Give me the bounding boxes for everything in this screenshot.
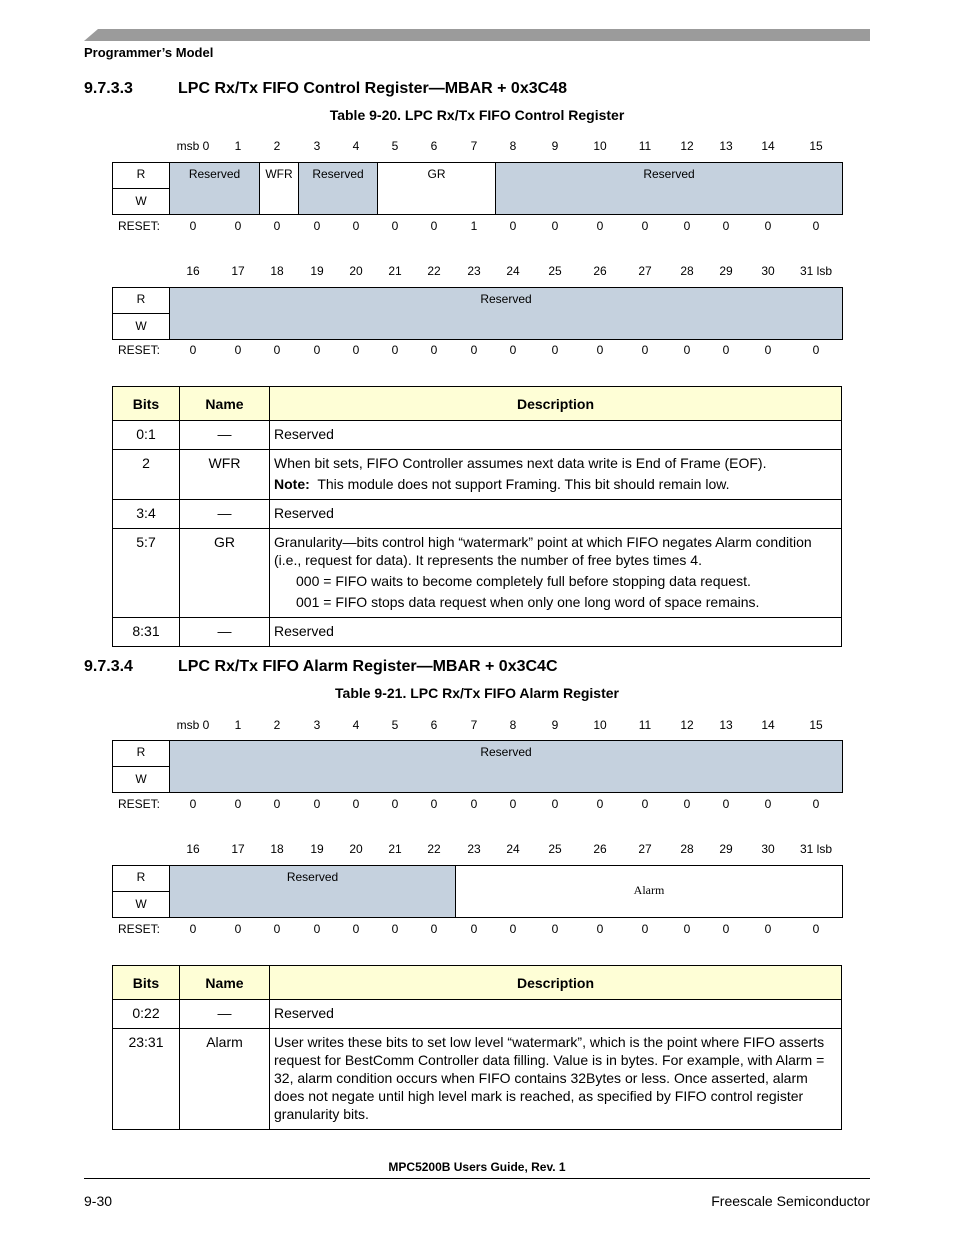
- reset-value: 0: [722, 219, 730, 233]
- reset-value: 0: [551, 797, 559, 811]
- reset-value: 0: [391, 343, 399, 357]
- cell-bits: 3:4: [113, 500, 180, 529]
- bit-number: 11: [638, 139, 652, 153]
- bit-number: 18: [270, 842, 284, 856]
- cell-name: —: [180, 421, 270, 450]
- bit-number: 9: [551, 139, 559, 153]
- cell-bits: 5:7: [113, 529, 180, 618]
- bit-number: msb 0: [176, 718, 210, 732]
- bit-number: 22: [427, 842, 441, 856]
- bit-number: 16: [186, 842, 200, 856]
- note-label: Note:: [274, 476, 310, 492]
- description-text: Granularity—bits control high “watermark” point at which FIFO negates Alarm condition (i.e., request for data). It represents the number of free bytes times 4.: [274, 534, 812, 568]
- cell-bits: 8:31: [113, 618, 180, 647]
- bit-number: 24: [506, 264, 520, 278]
- section-title: LPC Rx/Tx FIFO Control Register—MBAR + 0x3C48: [178, 80, 567, 97]
- bit-number: 12: [680, 139, 694, 153]
- header-bits: Bits: [113, 966, 180, 1000]
- company-name: Freescale Semiconductor: [711, 1193, 870, 1209]
- table-title-alarm: Table 9-21. LPC Rx/Tx FIFO Alarm Register: [335, 685, 619, 701]
- cell-description: [270, 529, 842, 618]
- reset-value: 0: [313, 797, 321, 811]
- bit-number: 26: [593, 842, 607, 856]
- bit-number: 31 lsb: [799, 842, 833, 856]
- field-wfr: WFR: [259, 163, 298, 214]
- field-reserved-8-15: Reserved: [495, 163, 842, 214]
- reset-label: RESET:: [118, 797, 161, 811]
- read-label: R: [136, 292, 146, 306]
- reset-value: 0: [683, 343, 691, 357]
- cell-name: —: [180, 1000, 270, 1029]
- bit-number: 9: [551, 718, 559, 732]
- header-bar: [84, 29, 870, 41]
- bit-number: 3: [313, 139, 321, 153]
- reset-value: 0: [470, 797, 478, 811]
- reset-value: 0: [509, 219, 517, 233]
- cell-name: GR: [180, 529, 270, 618]
- bit-number: 28: [680, 842, 694, 856]
- bit-number: 1: [234, 139, 242, 153]
- option-000: 000 = FIFO waits to become completely full before stopping data request.: [296, 573, 751, 589]
- reset-value: 0: [722, 922, 730, 936]
- bit-number: 20: [349, 842, 363, 856]
- reset-value: 0: [812, 797, 820, 811]
- cell-name: —: [180, 618, 270, 647]
- bit-number: 11: [638, 718, 652, 732]
- reset-value: 0: [551, 219, 559, 233]
- reset-value: 0: [352, 922, 360, 936]
- table-row: [113, 1029, 842, 1130]
- reset-value: 0: [273, 922, 281, 936]
- reset-value: 0: [596, 343, 604, 357]
- section-heading-control: [84, 80, 567, 98]
- reset-value: 0: [234, 219, 242, 233]
- reset-value: 0: [509, 797, 517, 811]
- table-row: [113, 450, 842, 500]
- register-control-bottom: [112, 287, 843, 340]
- reset-value: 0: [430, 219, 438, 233]
- table-row: [113, 1000, 842, 1029]
- reset-value: 0: [551, 922, 559, 936]
- description-text: When bit sets, FIFO Controller assumes next data write is End of Frame (EOF).: [274, 455, 767, 471]
- section-number: 9.7.3.3: [84, 80, 133, 97]
- reset-value: 0: [234, 343, 242, 357]
- table-row: [113, 529, 842, 618]
- running-head: Programmer’s Model: [84, 45, 214, 60]
- cell-bits: 0:22: [113, 1000, 180, 1029]
- write-label: W: [135, 772, 147, 786]
- bit-number: 7: [470, 139, 478, 153]
- reset-value: 0: [430, 797, 438, 811]
- reset-value: 0: [551, 343, 559, 357]
- description-table-alarm: [112, 965, 842, 1130]
- reset-value: 0: [352, 219, 360, 233]
- reset-value: 0: [470, 922, 478, 936]
- reset-value: 0: [430, 922, 438, 936]
- bit-number: 19: [310, 842, 324, 856]
- bit-number: 5: [391, 139, 399, 153]
- reset-value: 0: [509, 343, 517, 357]
- bit-number: 16: [186, 264, 200, 278]
- bit-number: 14: [761, 718, 775, 732]
- bit-number: 8: [509, 718, 517, 732]
- write-label: W: [135, 319, 147, 333]
- reset-value: 0: [234, 797, 242, 811]
- bit-number: 31 lsb: [799, 264, 833, 278]
- reset-value: 0: [313, 922, 321, 936]
- bit-number: 29: [719, 264, 733, 278]
- reset-value: 0: [683, 219, 691, 233]
- reset-value: 0: [391, 922, 399, 936]
- bit-number: 6: [430, 718, 438, 732]
- cell-bits: 23:31: [113, 1029, 180, 1130]
- bit-number: 8: [509, 139, 517, 153]
- reset-value: 0: [352, 797, 360, 811]
- field-reserved-0-1: Reserved: [170, 163, 259, 214]
- bit-number: 24: [506, 842, 520, 856]
- field-gr: GR: [377, 163, 495, 214]
- note-text: This module does not support Framing. This bit should remain low.: [317, 476, 730, 492]
- bit-number: 29: [719, 842, 733, 856]
- cell-description: Reserved: [270, 421, 842, 450]
- register-alarm-bottom: [112, 865, 843, 918]
- page-number: 9-30: [84, 1193, 113, 1209]
- reset-value: 0: [764, 343, 772, 357]
- bit-number: 25: [548, 264, 562, 278]
- reset-label: RESET:: [118, 922, 161, 936]
- reset-value: 0: [812, 922, 820, 936]
- field-reserved-3-4: Reserved: [298, 163, 377, 214]
- footer-title: MPC5200B Users Guide, Rev. 1: [388, 1160, 566, 1174]
- reset-value: 0: [641, 797, 649, 811]
- bit-number: 5: [391, 718, 399, 732]
- reset-value: 0: [683, 797, 691, 811]
- cell-description: [270, 450, 842, 500]
- bit-number: 18: [270, 264, 284, 278]
- reset-value: 0: [683, 922, 691, 936]
- bit-number: 13: [719, 139, 733, 153]
- section-number: 9.7.3.4: [84, 658, 133, 675]
- note: [274, 475, 837, 493]
- header-name: Name: [180, 966, 270, 1000]
- cell-bits: 2: [113, 450, 180, 500]
- bit-number: 28: [680, 264, 694, 278]
- cell-bits: 0:1: [113, 421, 180, 450]
- reset-value: 0: [234, 922, 242, 936]
- reset-value: 0: [596, 922, 604, 936]
- reset-value: 0: [313, 343, 321, 357]
- bit-number: 4: [352, 718, 360, 732]
- bit-number: 14: [761, 139, 775, 153]
- cell-name: —: [180, 500, 270, 529]
- reset-value: 0: [273, 797, 281, 811]
- reset-label: RESET:: [118, 343, 161, 357]
- reset-value: 0: [722, 797, 730, 811]
- read-label: R: [136, 745, 146, 759]
- reset-value: 0: [641, 343, 649, 357]
- bit-number: 13: [719, 718, 733, 732]
- table-row: [113, 421, 842, 450]
- cell-description: User writes these bits to set low level “watermark”, which is the point where FIFO asserts request for BestComm Controller data filling. Value is in bytes. For example, with Alarm = 32, alarm condition occurs when FIFO contains 32Bytes or less. Once asserted, alarm does not negate until high level mark is reached, as specified by FIFO control register granularity bits.: [270, 1029, 842, 1130]
- bit-number: 2: [273, 718, 281, 732]
- reset-value: 0: [189, 797, 197, 811]
- bit-number: 7: [470, 718, 478, 732]
- bit-number: 30: [761, 842, 775, 856]
- bit-number: 1: [234, 718, 242, 732]
- bit-number: 22: [427, 264, 441, 278]
- header-description: Description: [270, 966, 842, 1000]
- bit-number: 10: [593, 718, 607, 732]
- table-title-control: Table 9-20. LPC Rx/Tx FIFO Control Register: [329, 107, 625, 123]
- cell-description: Reserved: [270, 618, 842, 647]
- reset-value: 0: [764, 219, 772, 233]
- bit-number: 10: [593, 139, 607, 153]
- option-001: 001 = FIFO stops data request when only one long word of space remains.: [296, 594, 760, 610]
- reset-label: RESET:: [118, 219, 161, 233]
- bit-number: 20: [349, 264, 363, 278]
- write-label: W: [135, 897, 147, 911]
- reset-value: 0: [812, 343, 820, 357]
- header-description: Description: [270, 387, 842, 421]
- reset-value: 0: [430, 343, 438, 357]
- reset-value: 0: [189, 922, 197, 936]
- read-label: R: [136, 167, 146, 181]
- field-alarm: Alarm: [455, 866, 842, 917]
- field-reserved-16-31: Reserved: [170, 288, 842, 339]
- bit-number: 27: [638, 264, 652, 278]
- bit-number: msb 0: [176, 139, 210, 153]
- footer-rule: [84, 1178, 870, 1179]
- description-table-control: [112, 386, 842, 647]
- write-label: W: [135, 194, 147, 208]
- bit-number: 26: [593, 264, 607, 278]
- bit-number: 4: [352, 139, 360, 153]
- reset-value: 0: [189, 219, 197, 233]
- bit-number: 17: [231, 842, 245, 856]
- reset-value: 0: [470, 343, 478, 357]
- bit-number: 23: [467, 264, 481, 278]
- cell-description: Reserved: [270, 1000, 842, 1029]
- reset-value: 0: [273, 219, 281, 233]
- register-alarm-top: [112, 740, 843, 793]
- bit-number: 21: [388, 842, 402, 856]
- bit-number: 15: [809, 718, 823, 732]
- bit-number: 3: [313, 718, 321, 732]
- header-name: Name: [180, 387, 270, 421]
- bit-number: 21: [388, 264, 402, 278]
- bit-number: 2: [273, 139, 281, 153]
- header-bits: Bits: [113, 387, 180, 421]
- bit-number: 19: [310, 264, 324, 278]
- reset-value: 0: [313, 219, 321, 233]
- reset-value: 0: [596, 219, 604, 233]
- read-label: R: [136, 870, 146, 884]
- cell-description: Reserved: [270, 500, 842, 529]
- field-reserved-0-15: Reserved: [170, 741, 842, 792]
- bit-number: 27: [638, 842, 652, 856]
- section-heading-alarm: [84, 658, 558, 676]
- reset-value: 0: [273, 343, 281, 357]
- reset-value: 0: [722, 343, 730, 357]
- reset-value: 0: [812, 219, 820, 233]
- bit-number: 23: [467, 842, 481, 856]
- bit-number: 12: [680, 718, 694, 732]
- reset-value: 0: [596, 797, 604, 811]
- table-row: [113, 618, 842, 647]
- bit-number: 17: [231, 264, 245, 278]
- register-control-top: [112, 162, 843, 215]
- bit-number: 15: [809, 139, 823, 153]
- section-title: LPC Rx/Tx FIFO Alarm Register—MBAR + 0x3C4C: [178, 658, 558, 675]
- reset-value: 0: [641, 922, 649, 936]
- field-reserved-16-22: Reserved: [170, 866, 455, 917]
- table-row: [113, 500, 842, 529]
- cell-name: Alarm: [180, 1029, 270, 1130]
- reset-value: 0: [352, 343, 360, 357]
- reset-value: 0: [764, 797, 772, 811]
- reset-value: 0: [641, 219, 649, 233]
- reset-value: 0: [189, 343, 197, 357]
- reset-value: 0: [764, 922, 772, 936]
- bit-number: 25: [548, 842, 562, 856]
- bit-number: 6: [430, 139, 438, 153]
- reset-value: 1: [470, 219, 478, 233]
- cell-name: WFR: [180, 450, 270, 500]
- reset-value: 0: [391, 219, 399, 233]
- reset-value: 0: [391, 797, 399, 811]
- reset-value: 0: [509, 922, 517, 936]
- bit-number: 30: [761, 264, 775, 278]
